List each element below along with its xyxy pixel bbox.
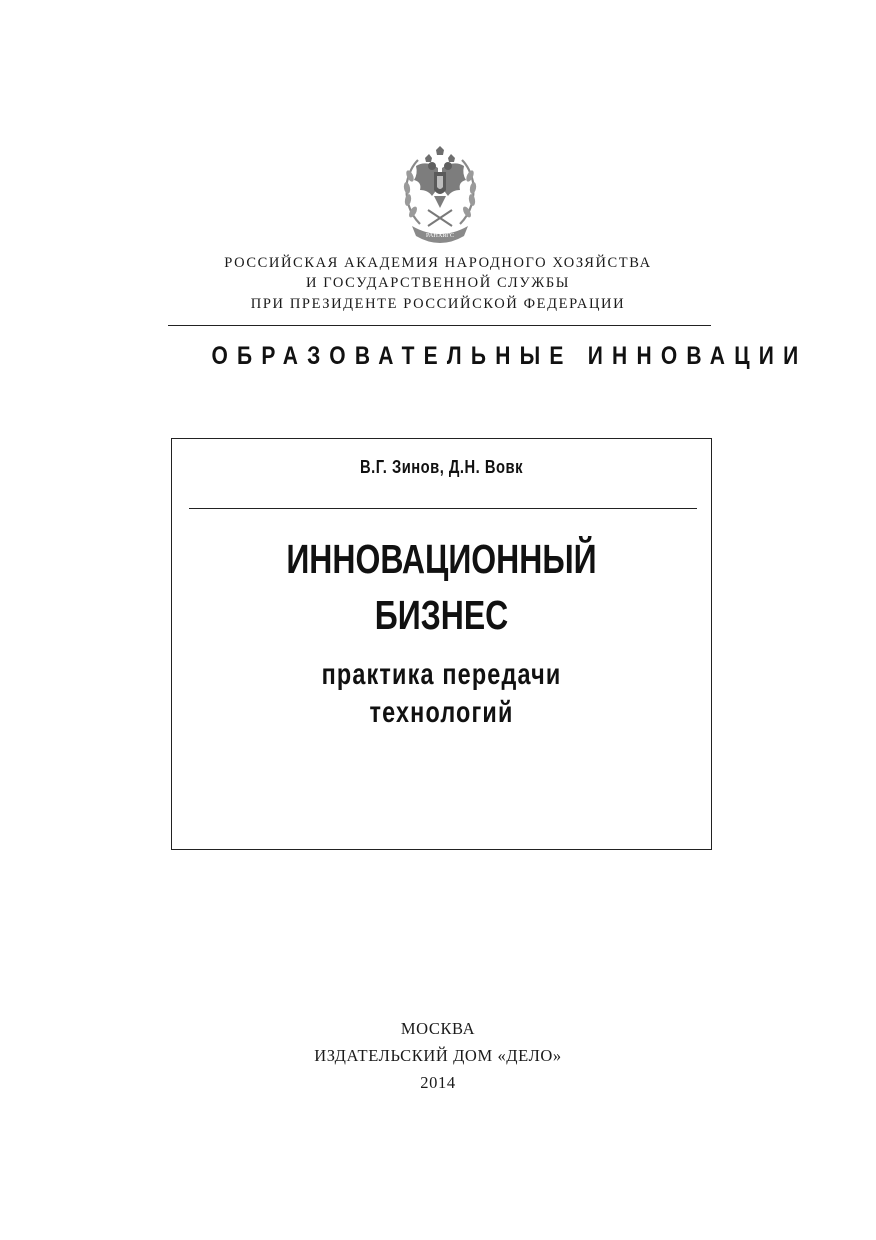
academy-name-line-3: ПРИ ПРЕЗИДЕНТЕ РОССИЙСКОЙ ФЕДЕРАЦИИ: [250, 296, 626, 312]
academy-name-line-1: РОССИЙСКАЯ АКАДЕМИЯ НАРОДНОГО ХОЗЯЙСТВА: [224, 255, 652, 271]
emblem-ribbon-text: РАНХиГС: [425, 232, 455, 239]
header-divider: [168, 325, 711, 326]
title-frame: [171, 438, 712, 850]
imprint-year: 2014: [420, 1073, 456, 1092]
book-subtitle-line-2: технологий: [369, 696, 514, 729]
book-title-line-2: БИЗНЕС: [374, 592, 509, 638]
series-title: ОБРАЗОВАТЕЛЬНЫЕ ИННОВАЦИИ: [211, 342, 808, 370]
book-subtitle-line-1: практика передачи: [321, 658, 562, 691]
book-authors: В.Г. Зинов, Д.Н. Вовк: [360, 457, 523, 477]
academy-name-line-2: И ГОСУДАРСТВЕННОЙ СЛУЖБЫ: [306, 275, 570, 291]
imprint-city: МОСКВА: [400, 1019, 476, 1038]
imprint-publisher: ИЗДАТЕЛЬСКИЙ ДОМ «ДЕЛО»: [314, 1046, 562, 1065]
academy-emblem-icon: [398, 146, 482, 246]
book-title-line-1: ИННОВАЦИОННЫЙ: [286, 536, 597, 582]
authors-divider: [189, 508, 697, 509]
